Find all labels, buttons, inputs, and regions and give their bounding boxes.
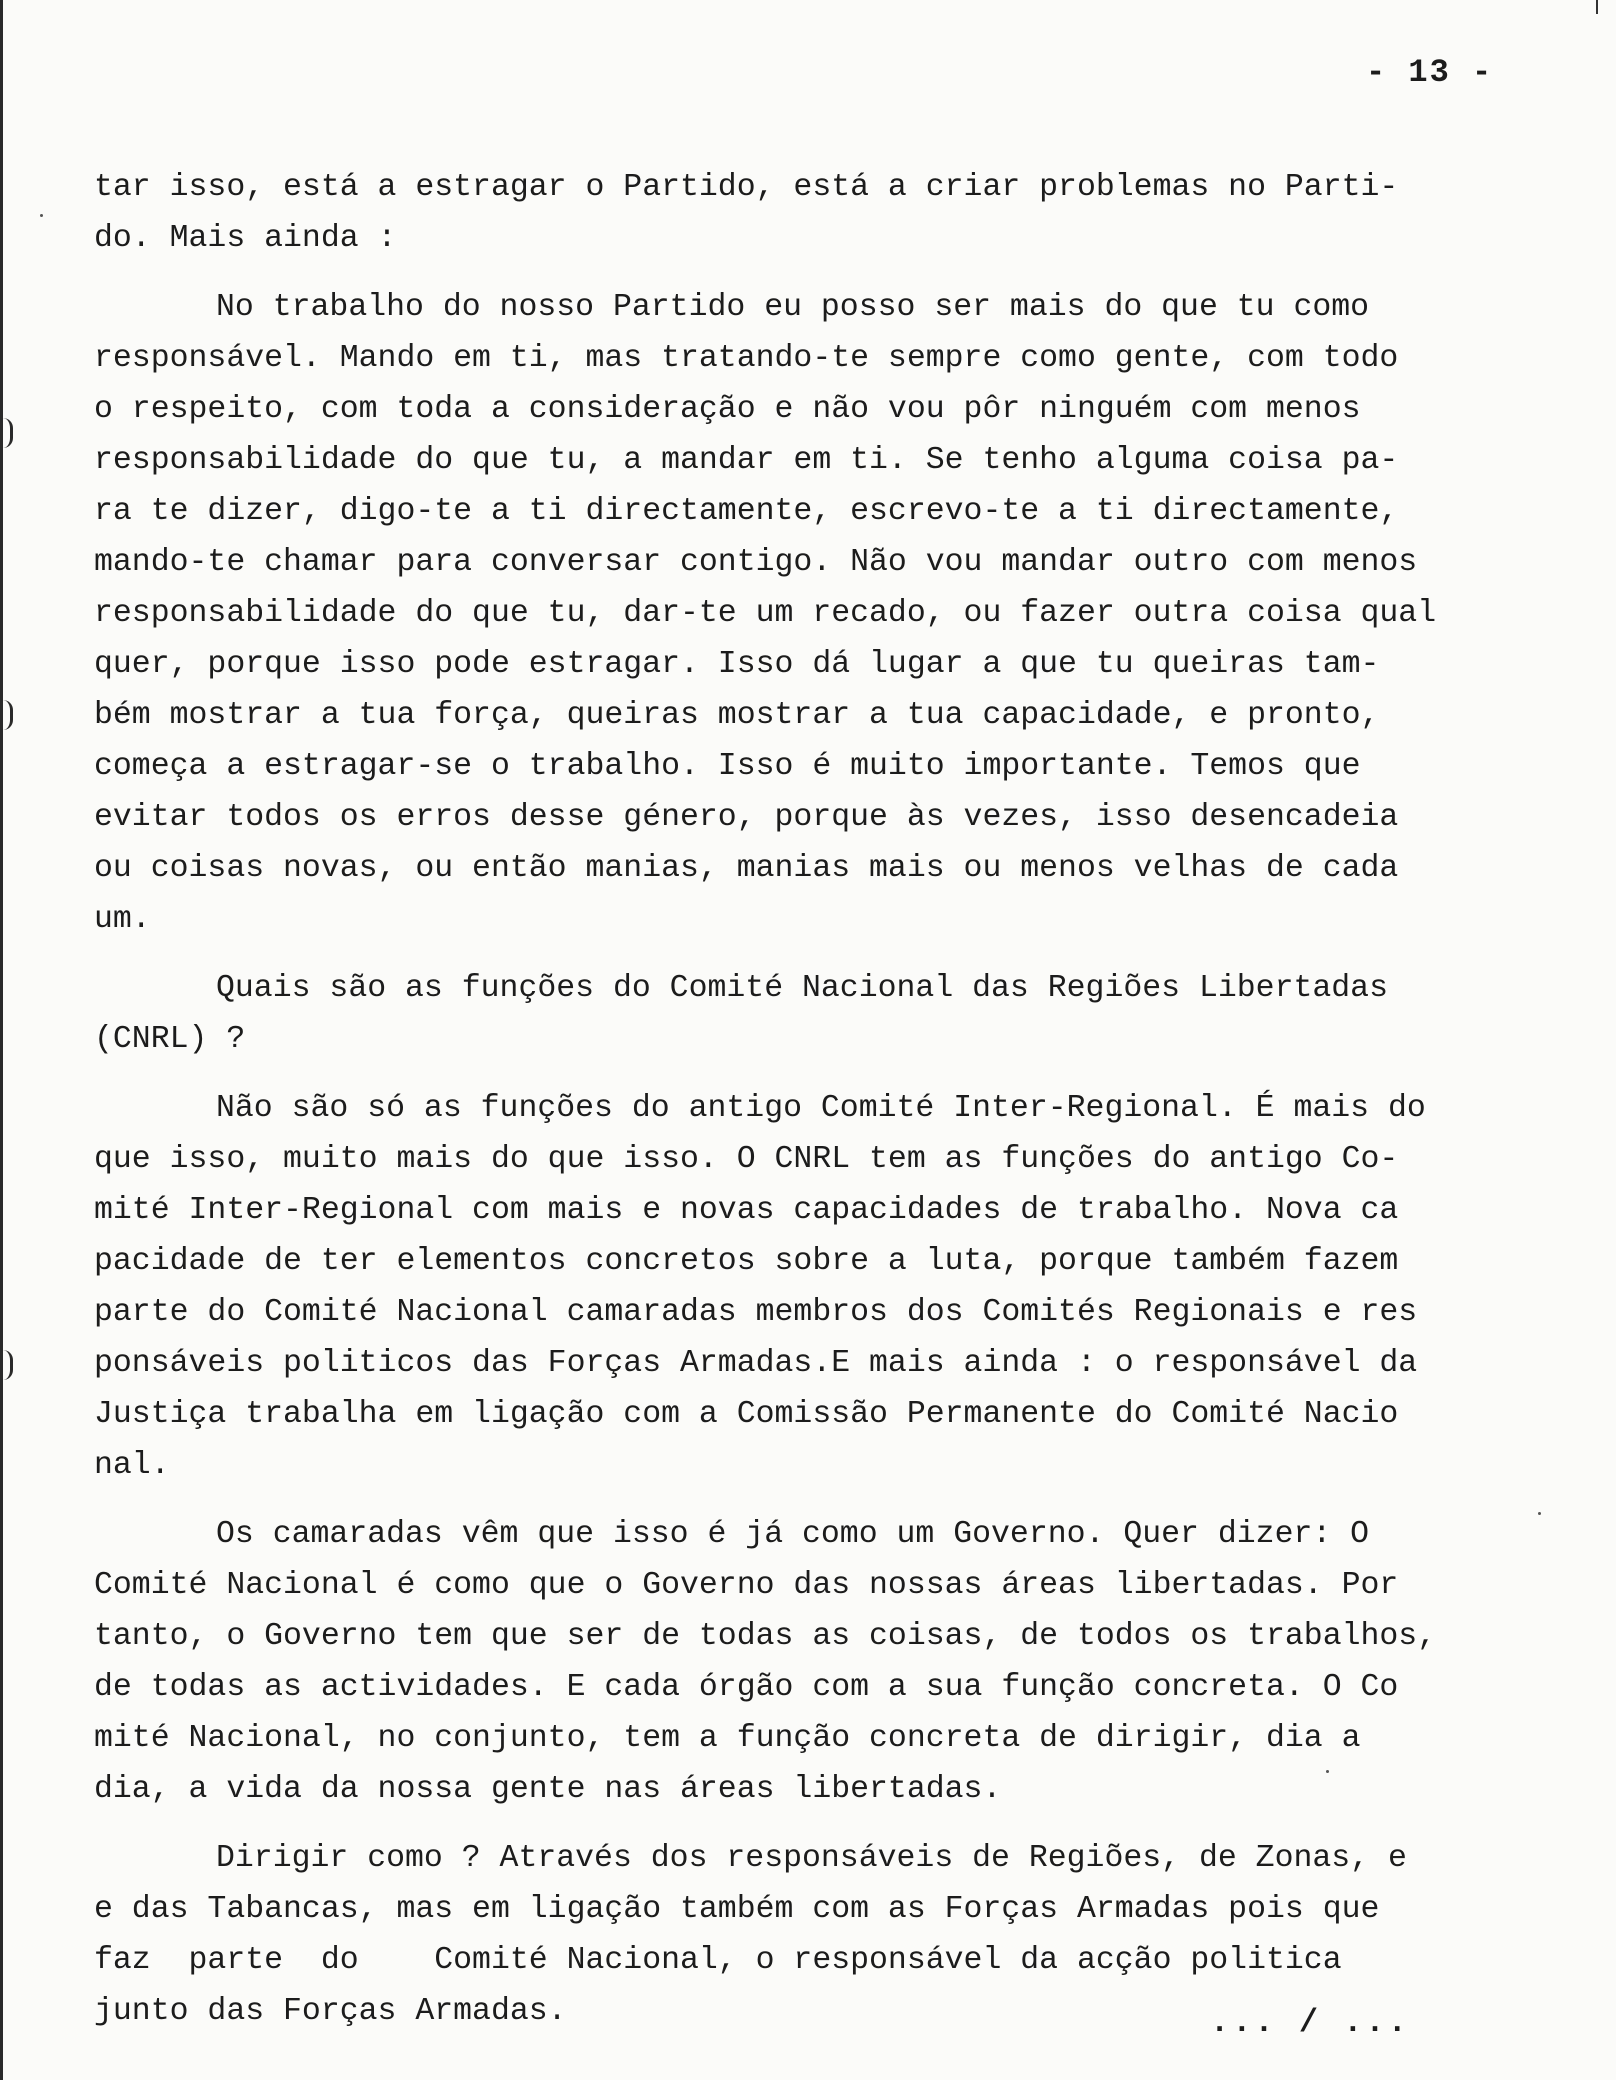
text-line: de todas as actividades. E cada órgão com a sua função concreta. O Co	[94, 1670, 1399, 1705]
text-line: (CNRL) ?	[94, 1022, 246, 1057]
paragraph	[94, 162, 1574, 264]
paragraph	[94, 1083, 1574, 1491]
text-line: tar isso, está a estragar o Partido, está a criar problemas no Parti-	[94, 170, 1399, 205]
text-line: Dirigir como ? Através dos responsáveis de Regiões, de Zonas, e	[216, 1841, 1407, 1876]
text-line: dia, a vida da nossa gente nas áreas libertadas.	[94, 1772, 1002, 1807]
text-line: do. Mais ainda :	[94, 221, 397, 256]
text-line: que isso, muito mais do que isso. O CNRL tem as funções do antigo Co-	[94, 1142, 1399, 1177]
binding-edge	[0, 0, 3, 2080]
text-line: bém mostrar a tua força, queiras mostrar a tua capacidade, e pronto,	[94, 698, 1380, 733]
text-line: pacidade de ter elementos concretos sobre a luta, porque também fazem	[94, 1244, 1399, 1279]
text-line: um.	[94, 902, 151, 937]
text-line: evitar todos os erros desse género, porque às vezes, isso desencadeia	[94, 800, 1399, 835]
text-line: o respeito, com toda a consideração e não vou pôr ninguém com menos	[94, 392, 1361, 427]
text-line: junto das Forças Armadas.	[94, 1994, 567, 2029]
text-line: responsável. Mando em ti, mas tratando-te sempre como gente, com todo	[94, 341, 1399, 376]
text-line: tanto, o Governo tem que ser de todas as coisas, de todos os trabalhos,	[94, 1619, 1437, 1654]
text-line: mando-te chamar para conversar contigo. Não vou mandar outro com menos	[94, 545, 1418, 580]
binding-mark	[2, 1350, 13, 1380]
text-line: Não são só as funções do antigo Comité Inter-Regional. É mais do	[216, 1091, 1426, 1126]
page-number: - 13 -	[1366, 54, 1494, 91]
document-body	[94, 162, 1574, 2055]
text-line: nal.	[94, 1448, 170, 1483]
page-edge-mark	[1596, 0, 1598, 14]
binding-mark	[2, 700, 13, 730]
text-line: começa a estragar-se o trabalho. Isso é muito importante. Temos que	[94, 749, 1361, 784]
binding-mark	[2, 418, 13, 448]
text-line: ra te dizer, digo-te a ti directamente, escrevo-te a ti directamente,	[94, 494, 1399, 529]
text-line: mité Nacional, no conjunto, tem a função concreta de dirigir, dia a	[94, 1721, 1361, 1756]
text-line: ou coisas novas, ou então manias, manias mais ou menos velhas de cada	[94, 851, 1399, 886]
paragraph	[94, 963, 1574, 1065]
paragraph	[94, 1509, 1574, 1815]
scan-speck	[40, 214, 43, 217]
text-line: responsabilidade do que tu, a mandar em ti. Se tenho alguma coisa pa-	[94, 443, 1399, 478]
text-line: No trabalho do nosso Partido eu posso ser mais do que tu como	[216, 290, 1370, 325]
text-line: e das Tabancas, mas em ligação também com as Forças Armadas pois que	[94, 1892, 1380, 1927]
text-line: mité Inter-Regional com mais e novas capacidades de trabalho. Nova ca	[94, 1193, 1399, 1228]
text-line: Os camaradas vêm que isso é já como um Governo. Quer dizer: O	[216, 1517, 1370, 1552]
text-line: quer, porque isso pode estragar. Isso dá lugar a que tu queiras tam-	[94, 647, 1380, 682]
text-line: responsabilidade do que tu, dar-te um recado, ou fazer outra coisa qual	[94, 596, 1437, 631]
paragraph	[94, 282, 1574, 945]
text-line: ponsáveis politicos das Forças Armadas.E mais ainda : o responsável da	[94, 1346, 1418, 1381]
text-line: Comité Nacional é como que o Governo das nossas áreas libertadas. Por	[94, 1568, 1399, 1603]
text-line: Quais são as funções do Comité Nacional das Regiões Libertadas	[216, 971, 1388, 1006]
text-line: faz parte do Comité Nacional, o responsável da acção politica	[94, 1943, 1342, 1978]
text-line: Justiça trabalha em ligação com a Comissão Permanente do Comité Nacio	[94, 1397, 1399, 1432]
continuation-marker: ... / ...	[1210, 2004, 1410, 2041]
text-line: parte do Comité Nacional camaradas membros dos Comités Regionais e res	[94, 1295, 1418, 1330]
